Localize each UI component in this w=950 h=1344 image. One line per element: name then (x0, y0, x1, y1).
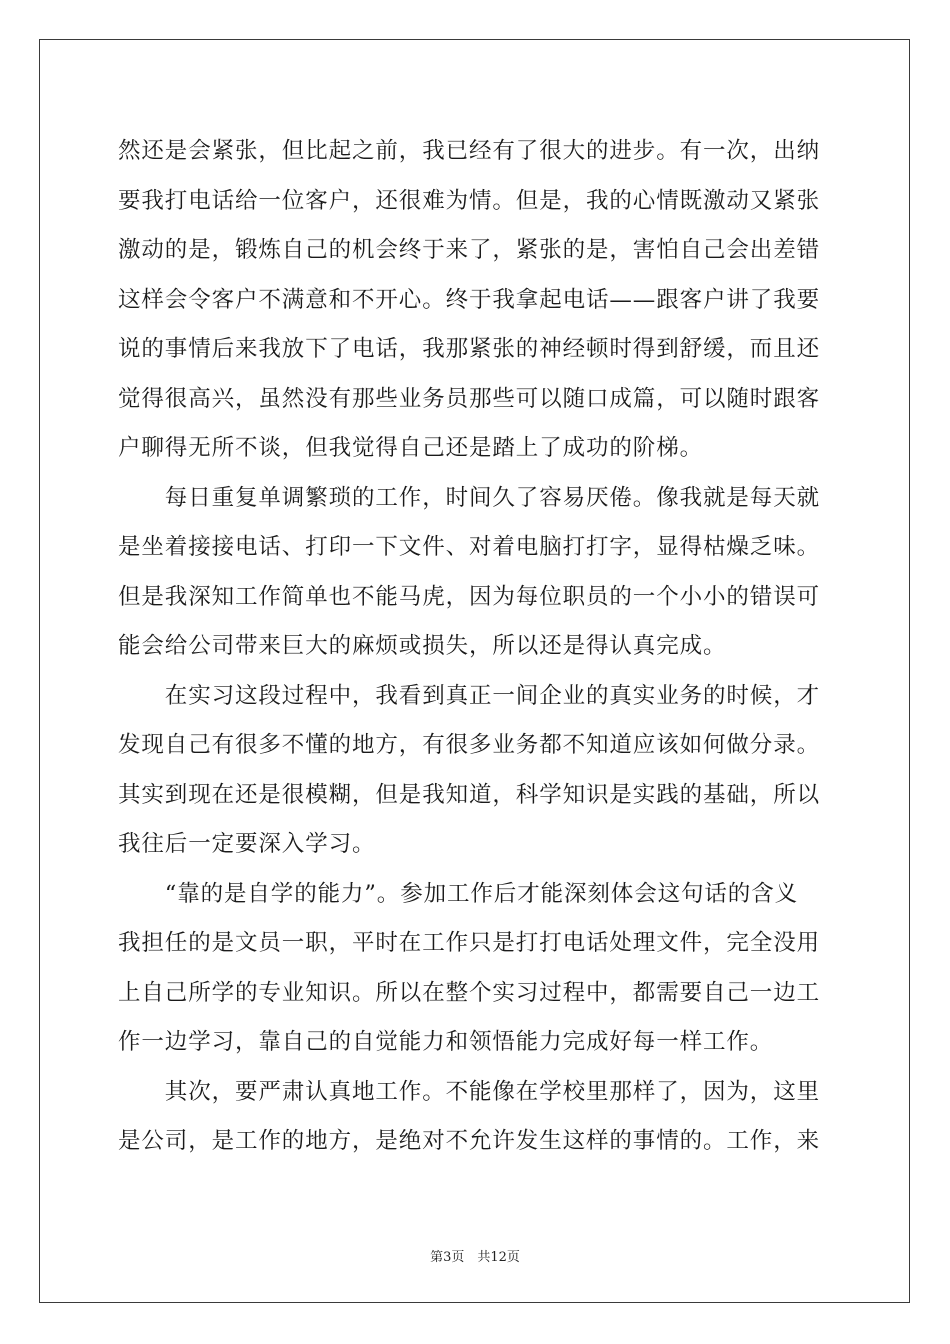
text-line: 是公司，是工作的地方，是绝对不允许发生这样的事情的。工作，来 (118, 1128, 821, 1154)
text-line: 要我打电话给一位客户，还很难为情。但是，我的心情既激动又紧张 (118, 187, 821, 214)
text-line: 觉得很高兴，虽然没有那些业务员那些可以随口成篇，可以随时跟客 (118, 385, 821, 412)
text-line: 其实到现在还是很模糊，但是我知道，科学知识是实践的基础，所以 (118, 781, 821, 808)
text-line: 在实习这段过程中，我看到真正一间企业的真实业务的时候，才 (118, 682, 821, 709)
page-footer (0, 1246, 950, 1265)
text-line: 我往后一定要深入学习。 (118, 831, 376, 857)
text-line: 这样会令客户不满意和不开心。终于我拿起电话——跟客户讲了我要 (118, 286, 821, 313)
text-line: 其次，要严肃认真地工作。不能像在学校里那样了，因为，这里 (118, 1078, 821, 1105)
text-line: 发现自己有很多不懂的地方，有很多业务都不知道应该如何做分录。 (118, 732, 821, 758)
text-line: 激动的是，锻炼自己的机会终于来了，紧张的是，害怕自己会出差错 (118, 237, 821, 263)
text-line: 每日重复单调繁琐的工作，时间久了容易厌倦。像我就是每天就 (118, 484, 821, 511)
text-line: 作一边学习，靠自己的自觉能力和领悟能力完成好每一样工作。 (118, 1029, 774, 1055)
paragraph-5 (118, 1068, 838, 1167)
text-line: 是坐着接接电话、打印一下文件、对着电脑打打字，显得枯燥乏味。 (118, 534, 821, 560)
paragraph-1 (118, 127, 838, 474)
text-line: 能会给公司带来巨大的麻烦或损失，所以还是得认真完成。 (118, 633, 727, 659)
paragraph-4 (118, 870, 838, 1068)
paragraph-2 (118, 474, 838, 672)
page-number: 第3页 共12页 (430, 1250, 520, 1265)
document-body (118, 127, 838, 1167)
text-line: 然还是会紧张，但比起之前，我已经有了很大的进步。有一次，出纳 (118, 138, 821, 164)
text-line: 户聊得无所不谈，但我觉得自己还是踏上了成功的阶梯。 (118, 435, 704, 461)
text-line: 说的事情后来我放下了电话，我那紧张的神经顿时得到舒缓，而且还 (118, 336, 821, 362)
text-line: 上自己所学的专业知识。所以在整个实习过程中，都需要自己一边工 (118, 979, 821, 1006)
text-line: “靠的是自学的能力”。参加工作后才能深刻体会这句话的含义 (118, 880, 799, 907)
text-line: 我担任的是文员一职，平时在工作只是打打电话处理文件，完全没用 (118, 930, 821, 956)
text-line: 但是我深知工作简单也不能马虎，因为每位职员的一个小小的错误可 (118, 583, 821, 610)
paragraph-3 (118, 672, 838, 870)
